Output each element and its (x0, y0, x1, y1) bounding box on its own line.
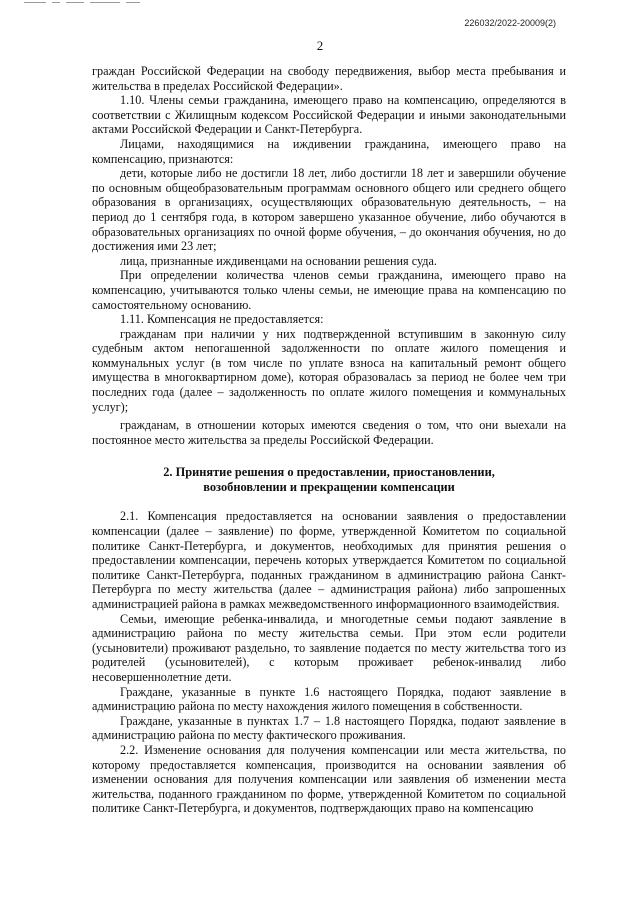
paragraph: При определении количества членов семьи гражданина, имеющего право на компенсацию, учитываются только члены семьи, не имеющие права на компенсацию по самостоятельному основанию. (92, 268, 566, 312)
document-number: 226032/2022-20009(2) (464, 18, 556, 28)
paragraph: граждан Российской Федерации на свободу передвижения, выбор места пребывания и жительства в пределах Российской Федерации». (92, 64, 566, 93)
paragraph: Семьи, имеющие ребенка-инвалида, и многодетные семьи подают заявление в администрацию района по месту жительства семьи. При этом если родители (усыновители) проживают раздельно, то заявление подается по месту жительства того из родителей (усыновителей), с которым проживает ребенок-инвалид либо несовершеннолетние дети. (92, 611, 566, 684)
document-body (92, 64, 566, 816)
paragraph: дети, которые либо не достигли 18 лет, либо достигли 18 лет и завершили обучение по основным общеобразовательным программам основного общего или среднего общего образования в организациях, осуществляющих образовательную деятельность, – на период до 1 сентября года, в котором завершено указанное обучение, либо обучаются в образовательных организациях по очной форме обучения, – до окончания обучения, но до достижения ими 23 лет; (92, 166, 566, 254)
page-number: 2 (316, 38, 324, 53)
paragraph: лица, признанные иждивенцами на основании решения суда. (120, 253, 437, 268)
paragraph: гражданам, в отношении которых имеются сведения о том, что они выехали на постоянное место жительства за пределы Российской Федерации. (92, 418, 566, 447)
paragraph: 2.2. Изменение основания для получения компенсации или места жительства, по которому предоставляется компенсация, производится на основании заявления об изменении основания для получения компенсации или заявления об изменении места жительства, поданного гражданином по форме, утвержденной Комитетом по социальной политике Санкт-Петербурга, и документов, подтверждающих право на компенсацию (92, 742, 566, 816)
paragraph: 2.1. Компенсация предоставляется на основании заявления о предоставлении компенсации (далее – заявление) по форме, утвержденной Комитетом по социальной политике Санкт-Петербурга, и документов, необходимых для принятия решения о предоставлении компенсации, перечень которых утверждается Комитетом по социальной политике Санкт-Петербурга, поданных гражданином в администрацию района Санкт-Петербурга по месту жительства (далее – администрация района) либо запрошенных администрацией района в рамках межведомственного информационного взаимодействия. (92, 509, 566, 611)
section-heading (92, 465, 566, 495)
paragraph: гражданам при наличии у них подтвержденной вступившим в законную силу судебным актом непогашенной задолженности по оплате жилого помещения и коммунальных услуг (в том числе по уплате взноса на капитальный ремонт общего имущества в многоквартирном доме), которая образовалась за период не более чем три последних года (далее – задолженность по оплате жилого помещения и коммунальных услуг); (92, 326, 566, 414)
paragraph: Граждане, указанные в пункте 1.6 настоящего Порядка, подают заявление в администрацию района по месту нахождения жилого помещения в собственности. (92, 684, 566, 714)
paragraph: Лицами, находящимися на иждивении гражданина, имеющего право на компенсацию, признаются: (92, 136, 566, 166)
paragraph: 1.11. Компенсация не предоставляется: (120, 312, 324, 327)
scan-top-marks (24, 2, 140, 3)
heading-line: возобновлении и прекращении компенсации (203, 480, 455, 495)
paragraph: Граждане, указанные в пунктах 1.7 – 1.8 настоящего Порядка, подают заявление в администрацию района по месту фактического проживания. (92, 713, 566, 743)
paragraph: 1.10. Члены семьи гражданина, имеющего право на компенсацию, определяются в соответствии с Жилищным кодексом Российской Федерации и иными законодательными актами Российской Федерации и Санкт-Петербурга. (92, 93, 566, 137)
heading-line: 2. Принятие решения о предоставлении, приостановлении, (163, 465, 495, 480)
